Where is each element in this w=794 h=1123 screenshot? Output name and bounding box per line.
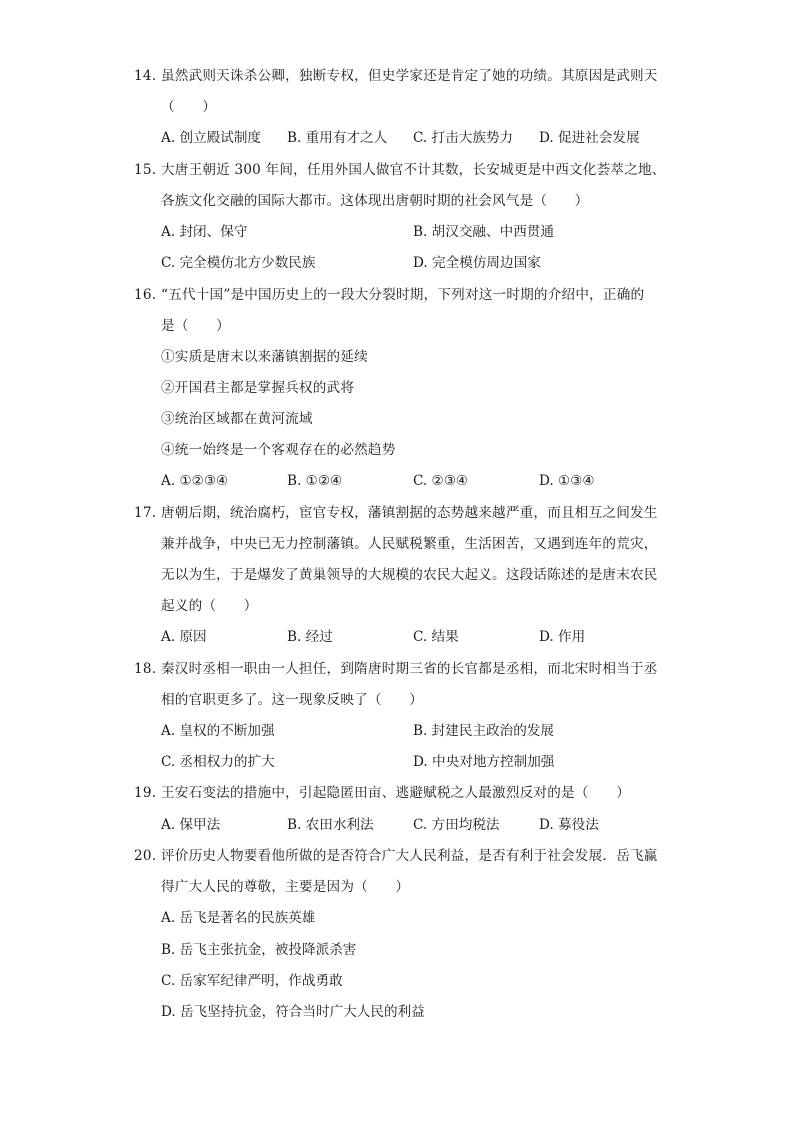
option-d: D. 募役法 [539,817,599,833]
option-c: C. 打击大族势力 [413,130,514,146]
question-number: 15. [134,162,157,178]
question-text: （ ） [161,99,217,115]
question-text: 得广大人民的尊敬，主要是因为（ ） [161,879,410,895]
option-a: A. 创立殿试制度 [161,130,262,146]
question-text: 唐朝后期，统治腐朽，宦官专权，藩镇割据的态势越来越严重，而且相互之间发生 [161,505,658,521]
option-d: D. ①③④ [539,473,595,489]
statement-2: ②开国君主都是掌握兵权的武将 [161,380,355,396]
option-c: C. 丞相权力的扩大 [161,754,275,770]
statement-3: ③统治区域都在黄河流域 [161,411,313,427]
option-b: B. 经过 [287,629,333,645]
option-a: A. ①②③④ [161,473,229,489]
question-text: 秦汉时丞相一职由一人担任，到隋唐时期三省的长官都是丞相，而北宋时相当于丞 [161,661,658,677]
question-text: 评价历史人物要看他所做的是否符合广大人民利益，是否有利于社会发展．岳飞赢 [161,848,658,864]
option-d: D. 中央对地方控制加强 [413,754,555,770]
option-b: B. 重用有才之人 [287,130,388,146]
option-a: A. 保甲法 [161,817,221,833]
option-d: D. 岳飞坚持抗金，符合当时广大人民的利益 [161,1004,425,1020]
option-b: B. ①②④ [287,473,343,489]
option-c: C. 完全模仿北方少数民族 [161,255,316,271]
statement-1: ①实质是唐末以来藩镇割据的延续 [161,349,368,365]
option-a: A. 原因 [161,629,207,645]
question-number: 19. [134,785,157,801]
question-text: 兼并战争，中央已无力控制藩镇。人民赋税繁重，生活困苦，又遇到连年的荒灾， [161,536,658,552]
question-text: 起义的（ ） [161,598,258,614]
option-c: C. 岳家军纪律严明，作战勇敢 [161,973,343,989]
question-text: 虽然武则天诛杀公卿，独断专权，但史学家还是肯定了她的功绩。其原因是武则天 [161,68,658,84]
option-b: B. 岳飞主张抗金，被投降派杀害 [161,942,357,958]
option-b: B. 封建民主政治的发展 [413,723,554,739]
option-d: D. 完全模仿周边国家 [413,255,541,271]
question-number: 14. [134,68,157,84]
option-c: C. 方田均税法 [413,817,500,833]
option-c: C. 结果 [413,629,459,645]
question-text: 大唐王朝近 300 年间，任用外国人做官不计其数，长安城更是中西文化荟萃之地、 [161,162,666,178]
question-number: 17. [134,505,157,521]
question-number: 16. [134,287,157,303]
option-a: A. 封闭、保守 [161,224,248,240]
option-a: A. 皇权的不断加强 [161,723,275,739]
question-text: 王安石变法的措施中，引起隐匿田亩、逃避赋税之人最激烈反对的是（ ） [161,785,630,801]
question-text: “五代十国”是中国历史上的一段大分裂时期，下列对这一时期的介绍中，正确的 [161,287,645,303]
option-b: B. 农田水利法 [287,817,374,833]
question-text: 无以为生，于是爆发了黄巢领导的大规模的农民大起义。这段话陈述的是唐末农民 [161,567,658,583]
question-number: 18. [134,661,157,677]
question-number: 20. [134,848,157,864]
question-text: 是（ ） [161,318,230,334]
option-d: D. 促进社会发展 [539,130,640,146]
question-text: 相的官职更多了。这一现象反映了（ ） [161,692,424,708]
option-a: A. 岳飞是著名的民族英雄 [161,910,316,926]
statement-4: ④统一始终是一个客观存在的必然趋势 [161,442,396,458]
option-d: D. 作用 [539,629,586,645]
question-text: 各族文化交融的国际大都市。这体现出唐朝时期的社会风气是（ ） [161,193,589,209]
option-c: C. ②③④ [413,473,469,489]
option-b: B. 胡汉交融、中西贯通 [413,224,554,240]
